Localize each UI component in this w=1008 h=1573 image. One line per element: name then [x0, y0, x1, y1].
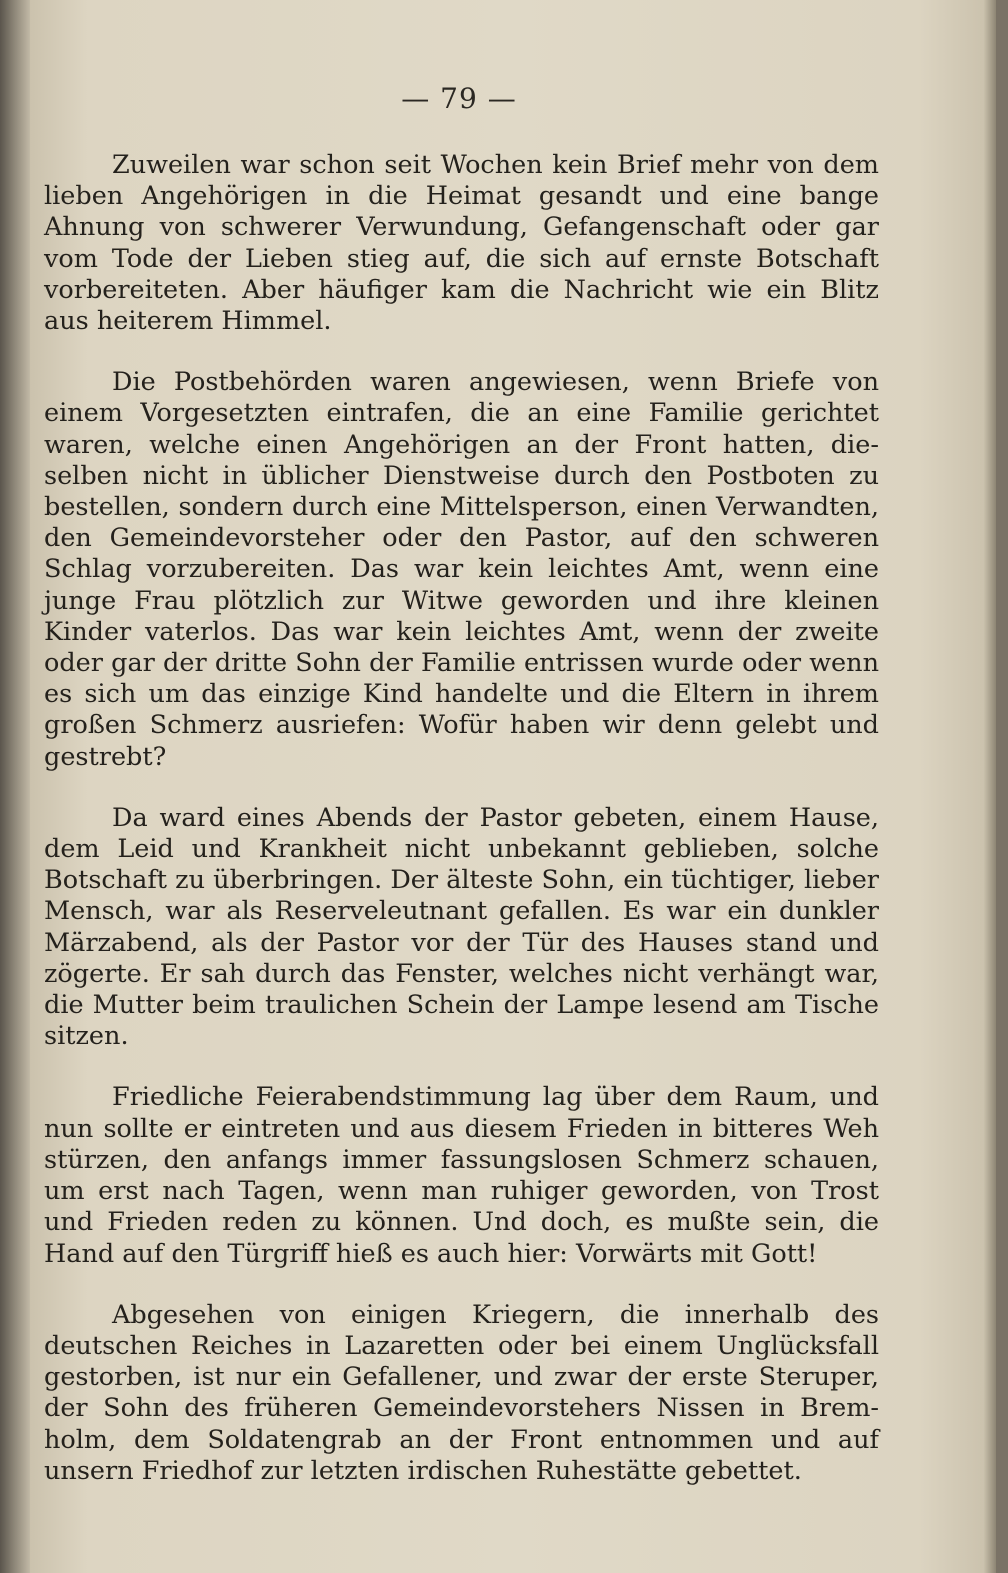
page-edge	[984, 0, 996, 1573]
paragraph-5: Abgesehen von einigen Kriegern, die innerhalb des deutschen Reiches in Lazaretten oder bei einem Unglücksfall gestorben, ist nur ein Gefallener, und zwar der erste Steruper, der Sohn des früheren Gemeindevorstehers Nissen in Brem-holm, dem Soldatengrab an der Front entnommen und auf unsern Friedhof zur letzten irdischen Ruhestätte gebettet.	[44, 1299, 879, 1486]
page-body	[44, 150, 879, 1517]
paragraph-4: Friedliche Feierabendstimmung lag über dem Raum, und nun sollte er eintreten und aus diesem Frieden in bitteres Weh stürzen, den anfangs immer fassungslosen Schmerz schauen, um erst nach Tagen, wenn man ruhiger geworden, von Trost und Frieden reden zu können. Und doch, es mußte sein, die Hand auf den Türgriff hieß es auch hier: Vorwärts mit Gott!	[44, 1082, 879, 1269]
book-page	[30, 0, 996, 1573]
paragraph-2: Die Postbehörden waren angewiesen, wenn Briefe von einem Vorgesetzten eintrafen, die an eine Familie gerichtet waren, welche einen Angehörigen an der Front hatten, die-selben nicht in üblicher Dienstweise durch den Postboten zu bestellen, sondern durch eine Mittelsperson, einen Verwandten, den Gemeindevorsteher oder den Pastor, auf den schweren Schlag vorzubereiten. Das war kein leichtes Amt, wenn eine junge Frau plötzlich zur Witwe geworden und ihre kleinen Kinder vaterlos. Das war kein leichtes Amt, wenn der zweite oder gar der dritte Sohn der Familie entrissen wurde oder wenn es sich um das einzige Kind handelte und die Eltern in ihrem großen Schmerz ausriefen: Wofür haben wir denn gelebt und gestrebt?	[44, 367, 879, 772]
paragraph-1: Zuweilen war schon seit Wochen kein Brief mehr von dem lieben Angehörigen in die Heimat gesandt und eine bange Ahnung von schwerer Verwundung, Gefangenschaft oder gar vom Tode der Lieben stieg auf, die sich auf ernste Botschaft vorbereiteten. Aber häufiger kam die Nachricht wie ein Blitz aus heiterem Himmel.	[44, 150, 879, 337]
page-number: — 79 —	[401, 82, 517, 115]
paragraph-3: Da ward eines Abends der Pastor gebeten, einem Hause, dem Leid und Krankheit nicht unbekannt geblieben, solche Botschaft zu überbringen. Der älteste Sohn, ein tüchtiger, lieber Mensch, war als Reserveleutnant gefallen. Es war ein dunkler Märzabend, als der Pastor vor der Tür des Hauses stand und zögerte. Er sah durch das Fenster, welches nicht verhängt war, die Mutter beim traulichen Schein der Lampe lesend am Tische sitzen.	[44, 802, 879, 1052]
book-gutter	[0, 0, 34, 1573]
